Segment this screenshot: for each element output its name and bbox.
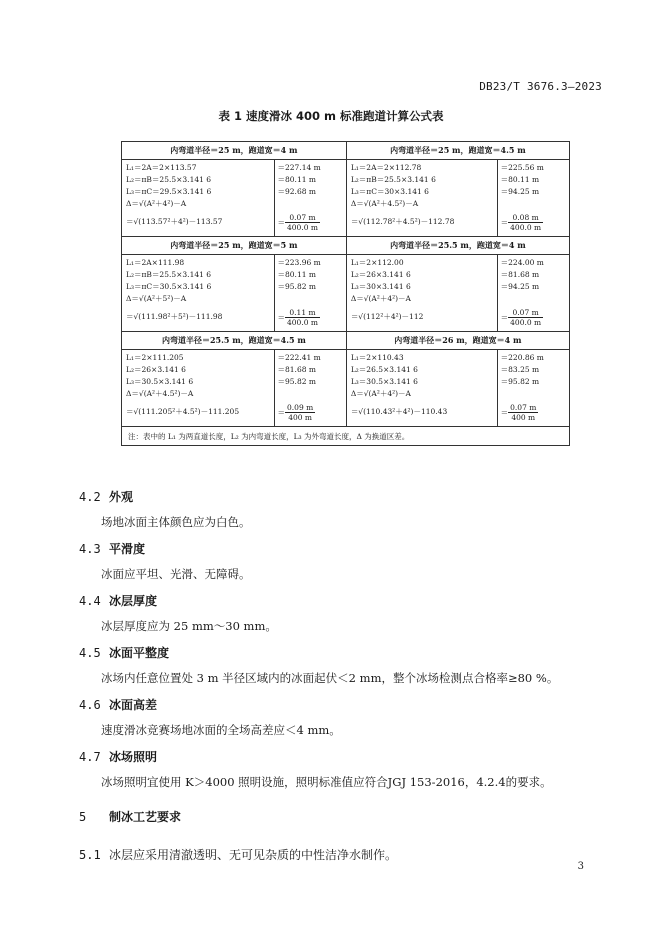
result-line: ＝224.00 m: [500, 258, 544, 267]
cell-header: 内弯道半径＝25 m，跑道宽＝4.5 m: [346, 142, 569, 160]
section-body: 冰场内任意位置处 3 m 半径区域内的冰面起伏＜2 mm，整个冰场检测点合格率≥80 %。: [101, 671, 559, 685]
fraction: $\frac{0.08 m}{400.0 m}$: [510, 212, 542, 232]
result-line: ＝83.25 m: [500, 365, 540, 374]
section-body: 冰面应平坦、光滑、无障碍。: [101, 567, 251, 581]
result-cell: ＝224.00 m ＝81.68 m ＝94.25 m ＝ $\frac{0.07 m}{400.0 m}$: [497, 255, 569, 332]
formula-cell: [346, 255, 497, 332]
result-cell: ＝220.86 m ＝83.25 m ＝95.82 m ＝ $\frac{0.07 m}{400 m}$: [497, 350, 569, 427]
formula-line: L₁＝2×110.43: [350, 353, 404, 362]
result-line: ＝80.11 m: [277, 270, 316, 279]
formula-line: L₂＝26×3.141 6: [350, 270, 411, 279]
formula-cell: [122, 255, 275, 332]
cell-header: 内弯道半径＝25.5 m，跑道宽＝4 m: [346, 237, 569, 255]
formula-line: L₃＝πC＝30×3.141 6: [350, 187, 429, 196]
result-cell: ＝225.56 m ＝80.11 m ＝94.25 m ＝ $\frac{0.08 m}{400.0 m}$: [497, 160, 569, 237]
result-line: ＝80.11 m: [277, 175, 316, 184]
formula-cell: [346, 350, 497, 427]
result-line: ＝80.11 m: [500, 175, 540, 184]
formula-line: L₂＝πB＝25.5×3.141 6: [126, 270, 212, 279]
formula-line: L₃＝30×3.141 6: [350, 282, 411, 291]
section-body: 速度滑冰竞赛场地冰面的全场高差应＜4 mm。: [101, 723, 341, 737]
result-line: ＝81.68 m: [277, 365, 316, 374]
formula-cell: [122, 160, 275, 237]
fraction: $\frac{0.07 m}{400.0 m}$: [287, 212, 318, 232]
formula-line: L₁＝2A＝2×113.57: [126, 163, 197, 172]
result-line: ＝94.25 m: [500, 187, 540, 196]
table-title: 表 1 速度滑冰 400 m 标准跑道计算公式表: [218, 109, 444, 123]
formula-line: L₃＝30.5×3.141 6: [350, 377, 418, 386]
section-body: 冰场照明宜使用 K＞4000 照明设施，照明标准值应符合JGJ 153-2016，4.2.4的要求。: [101, 775, 552, 789]
formula-line: L₁＝2A×111.98: [126, 258, 185, 267]
result-line: ＝223.96 m: [277, 258, 321, 267]
formula-line: ＝√(113.57²＋4²)－113.57: [126, 217, 223, 226]
formula-line: L₂＝πB＝25.5×3.141 6: [350, 175, 436, 184]
result-cell: ＝223.96 m ＝80.11 m ＝95.82 m ＝ $\frac{0.11 m}{400.0 m}$: [274, 255, 346, 332]
result-line: ＝94.25 m: [500, 282, 540, 291]
section-heading: 4.4 冰层厚度: [79, 594, 158, 608]
fraction: $\frac{0.09 m}{400 m}$: [287, 402, 314, 422]
cell-header: 内弯道半径＝26 m，跑道宽＝4 m: [346, 332, 569, 350]
formula-line: ＝√(112²＋4²)－112: [350, 312, 424, 321]
formula-line: Δ＝√(A²＋4²)－A: [350, 389, 411, 398]
formula-line: Δ＝√(A²＋5²)－A: [126, 294, 187, 303]
section-heading: 4.6 冰面高差: [79, 698, 158, 712]
formula-line: L₃＝πC＝30.5×3.141 6: [126, 282, 212, 291]
formula-line: L₂＝πB＝25.5×3.141 6: [126, 175, 212, 184]
fraction: $\frac{0.11 m}{400.0 m}$: [287, 307, 318, 327]
formula-line: L₂＝26×3.141 6: [126, 365, 186, 374]
formula-line: Δ＝√(A²＋4.5²)－A: [350, 199, 419, 208]
result-line: ＝225.56 m: [500, 163, 544, 172]
result-line: ＝220.86 m: [500, 353, 544, 362]
cell-header: 内弯道半径＝25.5 m，跑道宽＝4.5 m: [122, 332, 347, 350]
formula-line: L₁＝2×112.00: [350, 258, 404, 267]
result-line: ＝95.82 m: [277, 377, 316, 386]
section-heading: 4.7 冰场照明: [79, 750, 158, 764]
fraction: $\frac{0.07 m}{400 m}$: [510, 402, 537, 422]
result-line: ＝92.68 m: [277, 187, 316, 196]
result-line: ＝95.82 m: [500, 377, 540, 386]
table-note: 注：表中的 L₁ 为两直道长度，L₂ 为内弯道长度，L₃ 为外弯道长度，Δ 为换道区差。: [122, 427, 570, 446]
fraction: $\frac{0.07 m}{400.0 m}$: [510, 307, 542, 327]
formula-table: [121, 141, 570, 446]
result-line: ＝227.14 m: [277, 163, 321, 172]
formula-line: L₁＝2×111.205: [126, 353, 184, 362]
formula-line: Δ＝√(A²＋4²)－A: [350, 294, 411, 303]
result-line: ＝81.68 m: [500, 270, 540, 279]
formula-line: L₃＝πC＝29.5×3.141 6: [126, 187, 212, 196]
section-body: 场地冰面主体颜色应为白色。: [101, 515, 251, 529]
formula-line: ＝√(111.205²＋4.5²)－111.205: [126, 407, 240, 416]
section-heading: 4.3 平滑度: [79, 542, 146, 556]
section-heading: 5 制冰工艺要求: [79, 810, 182, 824]
cell-header: 内弯道半径＝25 m，跑道宽＝5 m: [122, 237, 347, 255]
result-line: ＝222.41 m: [277, 353, 321, 362]
page-number: 3: [577, 861, 584, 872]
formula-line: L₂＝26.5×3.141 6: [350, 365, 418, 374]
formula-line: Δ＝√(A²＋4²)－A: [126, 199, 187, 208]
section-heading: 4.2 外观: [79, 490, 134, 504]
section-heading: 4.5 冰面平整度: [79, 646, 170, 660]
formula-line: ＝√(111.98²＋5²)－111.98: [126, 312, 223, 321]
section-body: 冰层厚度应为 25 mm～30 mm。: [101, 619, 277, 633]
result-line: ＝95.82 m: [277, 282, 316, 291]
result-cell: ＝227.14 m ＝80.11 m ＝92.68 m ＝ $\frac{0.07 m}{400.0 m}$: [274, 160, 346, 237]
formula-line: L₁＝2A＝2×112.78: [350, 163, 422, 172]
formula-cell: [346, 160, 497, 237]
formula-line: ＝√(112.78²＋4.5²)－112.78: [350, 217, 455, 226]
formula-line: ＝√(110.43²＋4²)－110.43: [350, 407, 448, 416]
formula-line: L₃＝30.5×3.141 6: [126, 377, 194, 386]
section-heading: 5.1 冰层应采用清澈透明、无可见杂质的中性洁净水制作。: [79, 848, 398, 862]
result-cell: ＝222.41 m ＝81.68 m ＝95.82 m ＝ $\frac{0.09 m}{400 m}$: [274, 350, 346, 427]
formula-cell: [122, 350, 275, 427]
cell-header: 内弯道半径＝25 m，跑道宽＝4 m: [122, 142, 347, 160]
doc-code: DB23/T 3676.3—2023: [479, 80, 602, 93]
formula-line: Δ＝√(A²＋4.5²)－A: [126, 389, 194, 398]
